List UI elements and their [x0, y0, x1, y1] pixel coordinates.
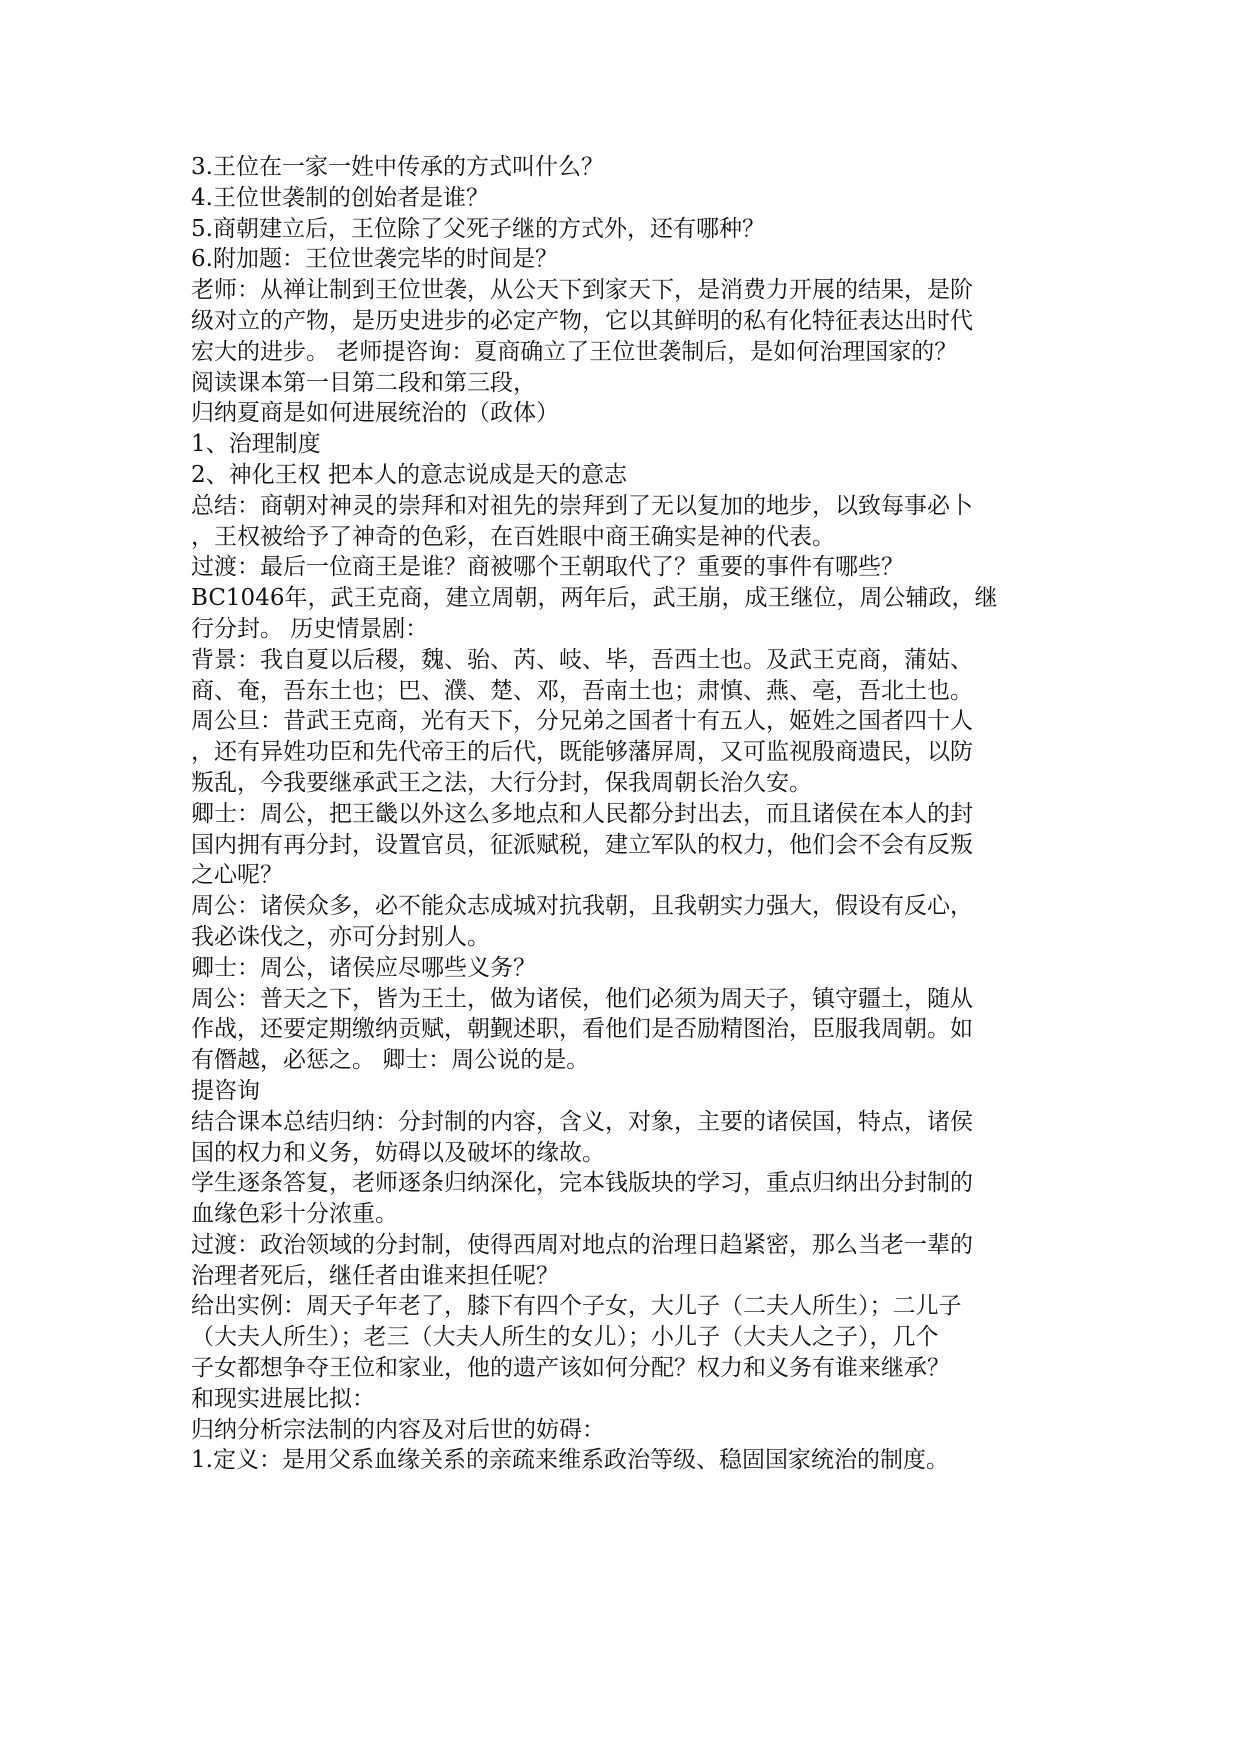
text-line: 叛乱，今我要继承武王之法，大行分封，保我周朝长治久安。	[191, 769, 812, 796]
text-line: 过渡：最后一位商王是谁？商被哪个王朝取代了？重要的事件有哪些？	[191, 554, 904, 581]
text-line: 1、治理制度	[191, 431, 321, 458]
text-line: 给出实例：周天子年老了，膝下有四个子女，大儿子（二夫人所生）；二儿子	[191, 1293, 962, 1320]
text-line: 国的权力和义务，妨碍以及破坏的缘故。	[191, 1139, 605, 1166]
text-line: 5.商朝建立后，王位除了父死子继的方式外，还有哪种？	[191, 215, 765, 242]
text-line: 6.附加题：王位世袭完毕的时间是？	[191, 246, 558, 273]
text-line: 归纳分析宗法制的内容及对后世的妨碍：	[191, 1416, 605, 1443]
text-line: （大夫人所生）；老三（大夫人所生的女儿）；小儿子（大夫人之子），几个	[191, 1324, 939, 1351]
text-line: 2、神化王权 把本人的意志说成是天的意志	[191, 461, 627, 488]
text-line: 归纳夏商是如何进展统治的（政体）	[191, 400, 559, 427]
text-line: ，还有异姓功臣和先代帝王的后代，既能够藩屏周，又可监视殷商遗民，以防	[191, 739, 973, 766]
text-line: 血缘色彩十分浓重。	[191, 1201, 398, 1228]
text-line: 卿士：周公，诸侯应尽哪些义务？	[191, 954, 536, 981]
text-line: 级对立的产物，是历史进步的必定产物，它以其鲜明的私有化特征表达出时代	[191, 307, 973, 334]
text-line: 3.王位在一家一姓中传承的方式叫什么？	[191, 154, 604, 180]
text-line: 子女都想争夺王位和家业，他的遗产该如何分配？权力和义务有谁来继承？	[191, 1355, 950, 1382]
text-line: 学生逐条答复，老师逐条归纳深化，完本钱版块的学习，重点归纳出分封制的	[191, 1170, 973, 1197]
text-line: 治理者死后，继任者由谁来担任呢？	[191, 1262, 559, 1289]
text-line: 结合课本总结归纳：分封制的内容，含义，对象，主要的诸侯国，特点，诸侯	[191, 1108, 973, 1135]
text-line: 阅读课本第一目第二段和第三段，	[191, 369, 536, 396]
text-line: 作战，还要定期缴纳贡赋，朝觐述职，看他们是否励精图治，臣服我周朝。如	[191, 1016, 973, 1043]
text-line: 我必诛伐之，亦可分封别人。	[191, 923, 490, 950]
text-line: 4.王位世袭制的创始者是谁？	[191, 184, 489, 211]
text-line: 周公：诸侯众多，必不能众志成城对抗我朝，且我朝实力强大，假设有反心，	[191, 893, 973, 920]
document-body	[191, 152, 1061, 1476]
text-line: 商、奄，吾东土也；巴、濮、楚、邓，吾南土也；肃慎、燕、亳，吾北土也。	[191, 677, 973, 704]
text-line: 提咨询	[191, 1077, 260, 1104]
text-line: 过渡：政治领域的分封制，使得西周对地点的治理日趋紧密，那么当老一辈的	[191, 1231, 973, 1258]
text-line: 行分封。 历史情景剧：	[191, 615, 429, 642]
text-line: 和现实进展比拟：	[191, 1385, 375, 1412]
text-line: 卿士：周公，把王畿以外这么多地点和人民都分封出去，而且诸侯在本人的封	[191, 800, 973, 827]
text-line: 老师：从禅让制到王位世袭，从公天下到家天下，是消费力开展的结果，是阶	[191, 277, 973, 304]
text-line: 国内拥有再分封，设置官员，征派赋税，建立军队的权力，他们会不会有反叛	[191, 831, 973, 858]
text-line: 周公：普天之下，皆为王土，做为诸侯，他们必须为周天子，镇守疆土，随从	[191, 985, 973, 1012]
text-line: 总结：商朝对神灵的崇拜和对祖先的崇拜到了无以复加的地步，以致每事必卜	[191, 492, 973, 519]
text-line: BC1046年，武王克商，建立周朝，两年后，武王崩，成王继位，周公辅政，继	[191, 585, 998, 612]
text-line: 之心呢？	[191, 862, 283, 889]
text-line: 有僭越，必惩之。 卿士：周公说的是。	[191, 1047, 590, 1074]
text-line: ，王权被给予了神奇的色彩，在百姓眼中商王确实是神的代表。	[191, 523, 835, 550]
text-line: 背景：我自夏以后稷，魏、骀、芮、岐、毕，吾西土也。及武王克商，蒲姑、	[191, 646, 973, 673]
text-line: 周公旦：昔武王克商，光有天下，分兄弟之国者十有五人，姬姓之国者四十人	[191, 708, 973, 735]
text-line: 1.定义：是用父系血缘关系的亲疏来维系政治等级、稳固国家统治的制度。	[191, 1447, 949, 1474]
text-line: 宏大的进步。 老师提咨询：夏商确立了王位世袭制后，是如何治理国家的？	[191, 338, 958, 365]
